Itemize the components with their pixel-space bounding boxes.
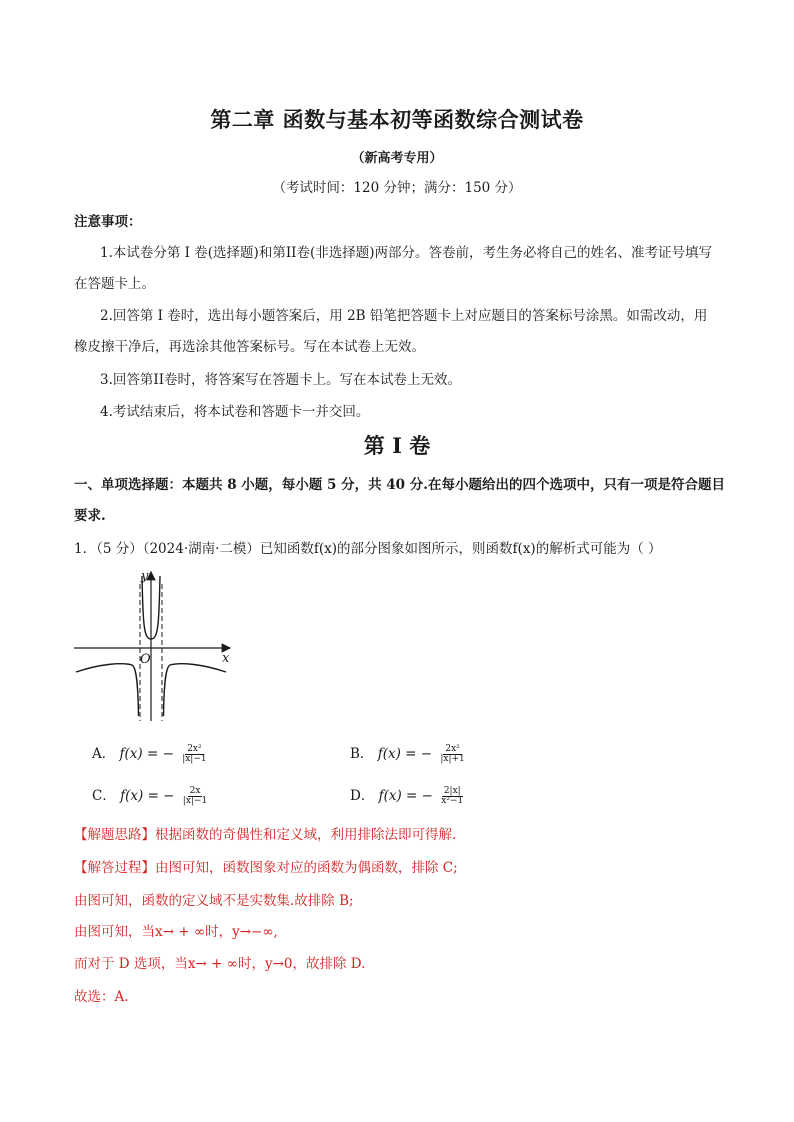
option-a-label: A．	[92, 746, 116, 762]
exam-subtitle: （新高考专用）	[351, 151, 443, 166]
option-b-lhs: f(x) = −	[377, 746, 433, 762]
notice-item-1: 1.本试卷分第 I 卷(选择题)和第II卷(非选择题)两部分。答卷前，考生务必将自己的姓名、准考证号填写	[100, 245, 713, 261]
solution-step-2: 由图可知，函数的定义域不是实数集.故排除 B;	[74, 893, 354, 909]
notice-item-4: 4.考试结束后，将本试卷和答题卡一并交回。	[100, 404, 370, 420]
right-branch-curve	[164, 664, 227, 716]
solution-idea: 【解题思路】根据函数的奇偶性和定义域，利用排除法即可得解.	[74, 827, 457, 843]
section-instruction-cont: 要求.	[74, 508, 106, 524]
option-c-numerator: 2x	[189, 785, 201, 796]
notice-item-3: 3.回答第II卷时，将答案写在答题卡上。写在本试卷上无效。	[100, 372, 462, 388]
notice-item-2: 2.回答第 I 卷时，选出每小题答案后，用 2B 铅笔把答题卡上对应题目的答案标号涂黑。如需改动，用	[100, 308, 708, 324]
option-d-denominator: x²−1	[441, 796, 464, 806]
option-d[interactable]	[350, 784, 465, 806]
option-b-label: B．	[350, 746, 374, 762]
question-1-stem: 1．（5 分）（2024·湖南·二模）已知函数f(x)的部分图象如图所示，则函数f(x)的解析式可能为（ ）	[74, 541, 662, 557]
option-c-label: C．	[92, 788, 116, 804]
solution-process: 【解答过程】由图可知，函数图象对应的函数为偶函数，排除 C;	[74, 860, 458, 876]
option-d-numerator: 2|x|	[443, 785, 461, 796]
notice-item-1-cont: 在答题卡上。	[74, 276, 155, 292]
exam-title: 第二章 函数与基本初等函数综合测试卷	[210, 107, 584, 132]
left-branch-curve	[76, 664, 139, 716]
solution-step-4: 而对于 D 选项，当x→ + ∞时，y→0，故排除 D.	[74, 956, 366, 972]
option-a-fraction	[180, 745, 208, 765]
option-a-numerator: 2x²	[187, 743, 202, 754]
origin-label: O	[140, 652, 151, 667]
solution-step-3: 由图可知，当x→ + ∞时，y→−∞,	[74, 924, 278, 940]
y-axis-label: y	[141, 569, 149, 584]
function-graph	[70, 566, 240, 726]
exam-time-info: （考试时间：120 分钟；满分：150 分）	[272, 180, 522, 196]
section-title: 第 I 卷	[363, 433, 431, 458]
option-b-fraction	[438, 745, 466, 765]
x-axis-label: x	[222, 651, 230, 666]
notice-heading: 注意事项：	[74, 214, 142, 230]
section-instruction: 一、单项选择题：本题共 8 小题，每小题 5 分，共 40 分.在每小题给出的四个选项中，只有一项是符合题目	[74, 477, 725, 493]
option-c-fraction	[181, 787, 209, 807]
option-c[interactable]	[92, 784, 209, 806]
option-b-numerator: 2x²	[445, 743, 460, 754]
option-b[interactable]	[350, 742, 467, 764]
option-a-lhs: f(x) = −	[119, 746, 174, 762]
option-a[interactable]	[92, 742, 209, 764]
option-d-lhs: f(x) = −	[378, 788, 433, 804]
option-d-fraction	[439, 787, 465, 807]
option-c-lhs: f(x) = −	[120, 788, 175, 804]
option-a-denominator: |x|−1	[182, 754, 207, 764]
notice-item-2-cont: 橡皮擦干净后，再选涂其他答案标号。写在本试卷上无效。	[74, 339, 425, 355]
option-c-denominator: |x|−1	[182, 796, 208, 806]
solution-answer: 故选：A.	[74, 989, 129, 1005]
option-b-denominator: |x|+1	[440, 754, 465, 764]
option-d-label: D．	[350, 788, 375, 804]
